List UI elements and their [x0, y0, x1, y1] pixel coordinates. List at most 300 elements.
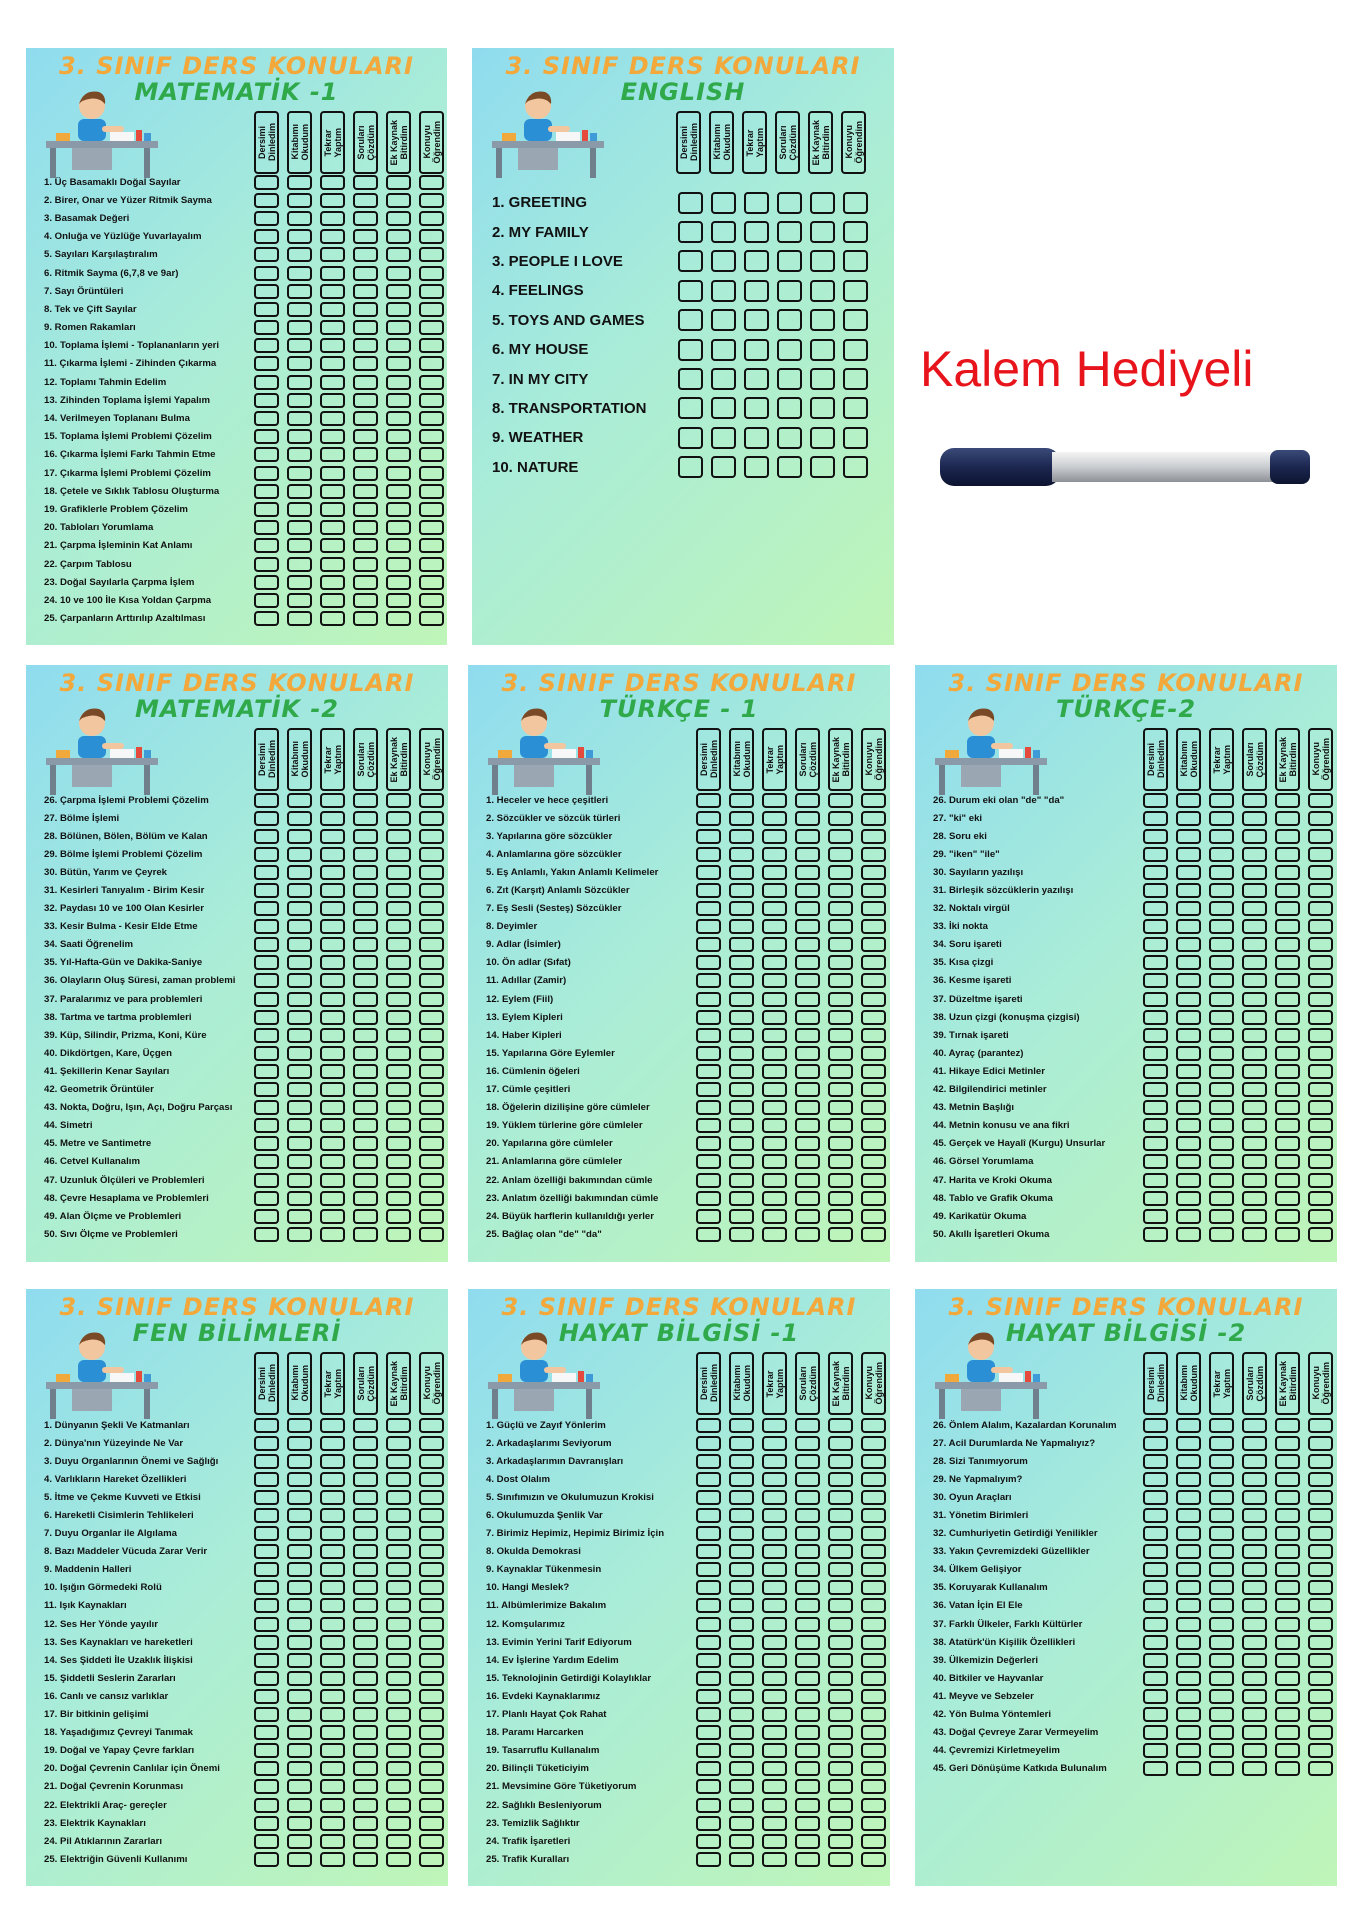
checkbox[interactable] [828, 1798, 853, 1813]
checkbox[interactable] [1242, 919, 1267, 934]
checkbox[interactable] [1242, 1418, 1267, 1433]
checkbox[interactable] [419, 1490, 444, 1505]
checkbox[interactable] [1242, 829, 1267, 844]
checkbox[interactable] [320, 593, 345, 608]
checkbox[interactable] [1143, 865, 1168, 880]
checkbox[interactable] [729, 955, 754, 970]
checkbox[interactable] [828, 1064, 853, 1079]
checkbox[interactable] [1176, 955, 1201, 970]
checkbox[interactable] [386, 1725, 411, 1740]
checkbox[interactable] [419, 575, 444, 590]
checkbox[interactable] [744, 221, 769, 243]
checkbox[interactable] [386, 1779, 411, 1794]
checkbox[interactable] [1143, 919, 1168, 934]
checkbox[interactable] [320, 1191, 345, 1206]
checkbox[interactable] [287, 338, 312, 353]
checkbox[interactable] [795, 1173, 820, 1188]
checkbox[interactable] [320, 1834, 345, 1849]
checkbox[interactable] [254, 575, 279, 590]
checkbox[interactable] [353, 1490, 378, 1505]
checkbox[interactable] [777, 456, 802, 478]
checkbox[interactable] [419, 1064, 444, 1079]
checkbox[interactable] [353, 1617, 378, 1632]
checkbox[interactable] [386, 484, 411, 499]
checkbox[interactable] [828, 955, 853, 970]
checkbox[interactable] [828, 1761, 853, 1776]
checkbox[interactable] [353, 1136, 378, 1151]
checkbox[interactable] [320, 1617, 345, 1632]
checkbox[interactable] [861, 847, 886, 862]
checkbox[interactable] [1242, 1436, 1267, 1451]
checkbox[interactable] [1176, 1562, 1201, 1577]
checkbox[interactable] [729, 1136, 754, 1151]
checkbox[interactable] [254, 320, 279, 335]
checkbox[interactable] [287, 247, 312, 262]
checkbox[interactable] [729, 1173, 754, 1188]
checkbox[interactable] [254, 1136, 279, 1151]
checkbox[interactable] [419, 1154, 444, 1169]
checkbox[interactable] [1242, 1227, 1267, 1242]
checkbox[interactable] [287, 1761, 312, 1776]
checkbox[interactable] [744, 309, 769, 331]
checkbox[interactable] [353, 919, 378, 934]
checkbox[interactable] [828, 1100, 853, 1115]
checkbox[interactable] [795, 1743, 820, 1758]
checkbox[interactable] [828, 1852, 853, 1867]
checkbox[interactable] [419, 1798, 444, 1813]
checkbox[interactable] [353, 302, 378, 317]
checkbox[interactable] [353, 1834, 378, 1849]
checkbox[interactable] [1242, 1082, 1267, 1097]
checkbox[interactable] [729, 1798, 754, 1813]
checkbox[interactable] [287, 973, 312, 988]
checkbox[interactable] [1176, 1472, 1201, 1487]
checkbox[interactable] [795, 829, 820, 844]
checkbox[interactable] [353, 1852, 378, 1867]
checkbox[interactable] [419, 1689, 444, 1704]
checkbox[interactable] [287, 211, 312, 226]
checkbox[interactable] [1275, 1436, 1300, 1451]
checkbox[interactable] [1275, 1671, 1300, 1686]
checkbox[interactable] [762, 1761, 787, 1776]
checkbox[interactable] [678, 339, 703, 361]
checkbox[interactable] [762, 829, 787, 844]
checkbox[interactable] [287, 411, 312, 426]
checkbox[interactable] [386, 1653, 411, 1668]
checkbox[interactable] [828, 847, 853, 862]
checkbox[interactable] [828, 1118, 853, 1133]
checkbox[interactable] [696, 1100, 721, 1115]
checkbox[interactable] [1143, 1064, 1168, 1079]
checkbox[interactable] [320, 992, 345, 1007]
checkbox[interactable] [386, 1154, 411, 1169]
checkbox[interactable] [1275, 955, 1300, 970]
checkbox[interactable] [386, 1617, 411, 1632]
checkbox[interactable] [777, 339, 802, 361]
checkbox[interactable] [678, 427, 703, 449]
checkbox[interactable] [696, 919, 721, 934]
checkbox[interactable] [729, 1580, 754, 1595]
checkbox[interactable] [1308, 1136, 1333, 1151]
checkbox[interactable] [828, 1671, 853, 1686]
checkbox[interactable] [1176, 811, 1201, 826]
checkbox[interactable] [1209, 793, 1234, 808]
checkbox[interactable] [1242, 865, 1267, 880]
checkbox[interactable] [353, 1064, 378, 1079]
checkbox[interactable] [1308, 1598, 1333, 1613]
checkbox[interactable] [762, 811, 787, 826]
checkbox[interactable] [386, 356, 411, 371]
checkbox[interactable] [287, 901, 312, 916]
checkbox[interactable] [1209, 1580, 1234, 1595]
checkbox[interactable] [1209, 1635, 1234, 1650]
checkbox[interactable] [729, 1635, 754, 1650]
checkbox[interactable] [795, 1046, 820, 1061]
checkbox[interactable] [795, 973, 820, 988]
checkbox[interactable] [254, 1671, 279, 1686]
checkbox[interactable] [843, 339, 868, 361]
checkbox[interactable] [1242, 973, 1267, 988]
checkbox[interactable] [386, 175, 411, 190]
checkbox[interactable] [1308, 883, 1333, 898]
checkbox[interactable] [795, 1852, 820, 1867]
checkbox[interactable] [762, 1046, 787, 1061]
checkbox[interactable] [386, 593, 411, 608]
checkbox[interactable] [254, 992, 279, 1007]
checkbox[interactable] [419, 1544, 444, 1559]
checkbox[interactable] [1308, 1743, 1333, 1758]
checkbox[interactable] [287, 1191, 312, 1206]
checkbox[interactable] [1209, 1046, 1234, 1061]
checkbox[interactable] [419, 1472, 444, 1487]
checkbox[interactable] [386, 1852, 411, 1867]
checkbox[interactable] [419, 973, 444, 988]
checkbox[interactable] [1143, 1490, 1168, 1505]
checkbox[interactable] [1143, 937, 1168, 952]
checkbox[interactable] [320, 429, 345, 444]
checkbox[interactable] [1242, 1118, 1267, 1133]
checkbox[interactable] [843, 397, 868, 419]
checkbox[interactable] [729, 1852, 754, 1867]
checkbox[interactable] [1275, 793, 1300, 808]
checkbox[interactable] [1308, 1472, 1333, 1487]
checkbox[interactable] [1143, 883, 1168, 898]
checkbox[interactable] [1308, 1725, 1333, 1740]
checkbox[interactable] [762, 1635, 787, 1650]
checkbox[interactable] [287, 1526, 312, 1541]
checkbox[interactable] [287, 302, 312, 317]
checkbox[interactable] [353, 1046, 378, 1061]
checkbox[interactable] [287, 1798, 312, 1813]
checkbox[interactable] [320, 375, 345, 390]
checkbox[interactable] [287, 1617, 312, 1632]
checkbox[interactable] [353, 1436, 378, 1451]
checkbox[interactable] [386, 1562, 411, 1577]
checkbox[interactable] [861, 1689, 886, 1704]
checkbox[interactable] [320, 1743, 345, 1758]
checkbox[interactable] [777, 250, 802, 272]
checkbox[interactable] [1308, 1046, 1333, 1061]
checkbox[interactable] [678, 397, 703, 419]
checkbox[interactable] [1275, 937, 1300, 952]
checkbox[interactable] [386, 557, 411, 572]
checkbox[interactable] [419, 320, 444, 335]
checkbox[interactable] [1209, 847, 1234, 862]
checkbox[interactable] [1143, 1454, 1168, 1469]
checkbox[interactable] [828, 973, 853, 988]
checkbox[interactable] [729, 1689, 754, 1704]
checkbox[interactable] [1176, 1064, 1201, 1079]
checkbox[interactable] [1308, 1173, 1333, 1188]
checkbox[interactable] [386, 1635, 411, 1650]
checkbox[interactable] [696, 847, 721, 862]
checkbox[interactable] [419, 211, 444, 226]
checkbox[interactable] [386, 1472, 411, 1487]
checkbox[interactable] [419, 1173, 444, 1188]
checkbox[interactable] [287, 1082, 312, 1097]
checkbox[interactable] [287, 829, 312, 844]
checkbox[interactable] [386, 1798, 411, 1813]
checkbox[interactable] [287, 1834, 312, 1849]
checkbox[interactable] [254, 466, 279, 481]
checkbox[interactable] [1275, 1064, 1300, 1079]
checkbox[interactable] [287, 1816, 312, 1831]
checkbox[interactable] [1308, 1544, 1333, 1559]
checkbox[interactable] [254, 1707, 279, 1722]
checkbox[interactable] [861, 1028, 886, 1043]
checkbox[interactable] [795, 847, 820, 862]
checkbox[interactable] [696, 883, 721, 898]
checkbox[interactable] [353, 973, 378, 988]
checkbox[interactable] [1209, 1173, 1234, 1188]
checkbox[interactable] [386, 1010, 411, 1025]
checkbox[interactable] [696, 1154, 721, 1169]
checkbox[interactable] [762, 847, 787, 862]
checkbox[interactable] [744, 250, 769, 272]
checkbox[interactable] [254, 611, 279, 626]
checkbox[interactable] [1275, 865, 1300, 880]
checkbox[interactable] [320, 1082, 345, 1097]
checkbox[interactable] [386, 502, 411, 517]
checkbox[interactable] [254, 557, 279, 572]
checkbox[interactable] [386, 1580, 411, 1595]
checkbox[interactable] [1176, 1490, 1201, 1505]
checkbox[interactable] [1176, 1580, 1201, 1595]
checkbox[interactable] [320, 356, 345, 371]
checkbox[interactable] [320, 1472, 345, 1487]
checkbox[interactable] [1209, 901, 1234, 916]
checkbox[interactable] [1209, 1227, 1234, 1242]
checkbox[interactable] [1143, 1743, 1168, 1758]
checkbox[interactable] [828, 1562, 853, 1577]
checkbox[interactable] [1242, 1671, 1267, 1686]
checkbox[interactable] [795, 1635, 820, 1650]
checkbox[interactable] [828, 793, 853, 808]
checkbox[interactable] [1143, 847, 1168, 862]
checkbox[interactable] [696, 901, 721, 916]
checkbox[interactable] [287, 847, 312, 862]
checkbox[interactable] [287, 1028, 312, 1043]
checkbox[interactable] [320, 793, 345, 808]
checkbox[interactable] [762, 1209, 787, 1224]
checkbox[interactable] [353, 811, 378, 826]
checkbox[interactable] [843, 192, 868, 214]
checkbox[interactable] [254, 847, 279, 862]
checkbox[interactable] [1242, 1689, 1267, 1704]
checkbox[interactable] [353, 1472, 378, 1487]
checkbox[interactable] [696, 1046, 721, 1061]
checkbox[interactable] [1275, 1653, 1300, 1668]
checkbox[interactable] [353, 1689, 378, 1704]
checkbox[interactable] [762, 1562, 787, 1577]
checkbox[interactable] [1176, 1725, 1201, 1740]
checkbox[interactable] [1308, 793, 1333, 808]
checkbox[interactable] [777, 309, 802, 331]
checkbox[interactable] [1143, 973, 1168, 988]
checkbox[interactable] [254, 1761, 279, 1776]
checkbox[interactable] [419, 593, 444, 608]
checkbox[interactable] [861, 793, 886, 808]
checkbox[interactable] [762, 1544, 787, 1559]
checkbox[interactable] [795, 1689, 820, 1704]
checkbox[interactable] [795, 1010, 820, 1025]
checkbox[interactable] [386, 901, 411, 916]
checkbox[interactable] [353, 356, 378, 371]
checkbox[interactable] [254, 1454, 279, 1469]
checkbox[interactable] [287, 937, 312, 952]
checkbox[interactable] [762, 955, 787, 970]
checkbox[interactable] [386, 375, 411, 390]
checkbox[interactable] [287, 1544, 312, 1559]
checkbox[interactable] [419, 937, 444, 952]
checkbox[interactable] [1143, 1227, 1168, 1242]
checkbox[interactable] [320, 211, 345, 226]
checkbox[interactable] [795, 1617, 820, 1632]
checkbox[interactable] [1275, 1418, 1300, 1433]
checkbox[interactable] [419, 992, 444, 1007]
checkbox[interactable] [861, 1617, 886, 1632]
checkbox[interactable] [419, 302, 444, 317]
checkbox[interactable] [729, 883, 754, 898]
checkbox[interactable] [254, 1526, 279, 1541]
checkbox[interactable] [1209, 1472, 1234, 1487]
checkbox[interactable] [287, 1635, 312, 1650]
checkbox[interactable] [419, 1209, 444, 1224]
checkbox[interactable] [254, 447, 279, 462]
checkbox[interactable] [828, 1454, 853, 1469]
checkbox[interactable] [795, 1508, 820, 1523]
checkbox[interactable] [254, 538, 279, 553]
checkbox[interactable] [828, 1834, 853, 1849]
checkbox[interactable] [861, 1118, 886, 1133]
checkbox[interactable] [696, 1472, 721, 1487]
checkbox[interactable] [1242, 1472, 1267, 1487]
checkbox[interactable] [1308, 1580, 1333, 1595]
checkbox[interactable] [386, 338, 411, 353]
checkbox[interactable] [1176, 1173, 1201, 1188]
checkbox[interactable] [419, 883, 444, 898]
checkbox[interactable] [1242, 937, 1267, 952]
checkbox[interactable] [828, 1508, 853, 1523]
checkbox[interactable] [729, 1418, 754, 1433]
checkbox[interactable] [353, 193, 378, 208]
checkbox[interactable] [254, 429, 279, 444]
checkbox[interactable] [320, 919, 345, 934]
checkbox[interactable] [254, 1725, 279, 1740]
checkbox[interactable] [353, 847, 378, 862]
checkbox[interactable] [729, 1617, 754, 1632]
checkbox[interactable] [828, 1418, 853, 1433]
checkbox[interactable] [861, 992, 886, 1007]
checkbox[interactable] [861, 973, 886, 988]
checkbox[interactable] [254, 247, 279, 262]
checkbox[interactable] [419, 1852, 444, 1867]
checkbox[interactable] [1176, 1743, 1201, 1758]
checkbox[interactable] [320, 1454, 345, 1469]
checkbox[interactable] [287, 1580, 312, 1595]
checkbox[interactable] [1275, 883, 1300, 898]
checkbox[interactable] [353, 1191, 378, 1206]
checkbox[interactable] [762, 973, 787, 988]
checkbox[interactable] [320, 1028, 345, 1043]
checkbox[interactable] [320, 1635, 345, 1650]
checkbox[interactable] [254, 1472, 279, 1487]
checkbox[interactable] [696, 829, 721, 844]
checkbox[interactable] [795, 1154, 820, 1169]
checkbox[interactable] [729, 1118, 754, 1133]
checkbox[interactable] [1176, 1154, 1201, 1169]
checkbox[interactable] [696, 1671, 721, 1686]
checkbox[interactable] [762, 1154, 787, 1169]
checkbox[interactable] [795, 1191, 820, 1206]
checkbox[interactable] [762, 1454, 787, 1469]
checkbox[interactable] [386, 247, 411, 262]
checkbox[interactable] [320, 1598, 345, 1613]
checkbox[interactable] [843, 427, 868, 449]
checkbox[interactable] [861, 1490, 886, 1505]
checkbox[interactable] [254, 1436, 279, 1451]
checkbox[interactable] [762, 1136, 787, 1151]
checkbox[interactable] [729, 1227, 754, 1242]
checkbox[interactable] [762, 1707, 787, 1722]
checkbox[interactable] [353, 520, 378, 535]
checkbox[interactable] [1143, 1707, 1168, 1722]
checkbox[interactable] [1209, 865, 1234, 880]
checkbox[interactable] [287, 320, 312, 335]
checkbox[interactable] [419, 901, 444, 916]
checkbox[interactable] [1143, 901, 1168, 916]
checkbox[interactable] [1209, 1010, 1234, 1025]
checkbox[interactable] [1308, 1209, 1333, 1224]
checkbox[interactable] [762, 1508, 787, 1523]
checkbox[interactable] [1176, 901, 1201, 916]
checkbox[interactable] [861, 937, 886, 952]
checkbox[interactable] [1176, 919, 1201, 934]
checkbox[interactable] [254, 1028, 279, 1043]
checkbox[interactable] [861, 1761, 886, 1776]
checkbox[interactable] [254, 502, 279, 517]
checkbox[interactable] [678, 221, 703, 243]
checkbox[interactable] [810, 368, 835, 390]
checkbox[interactable] [762, 1028, 787, 1043]
checkbox[interactable] [254, 520, 279, 535]
checkbox[interactable] [353, 575, 378, 590]
checkbox[interactable] [419, 1136, 444, 1151]
checkbox[interactable] [419, 1418, 444, 1433]
checkbox[interactable] [861, 1046, 886, 1061]
checkbox[interactable] [762, 1436, 787, 1451]
checkbox[interactable] [1143, 1118, 1168, 1133]
